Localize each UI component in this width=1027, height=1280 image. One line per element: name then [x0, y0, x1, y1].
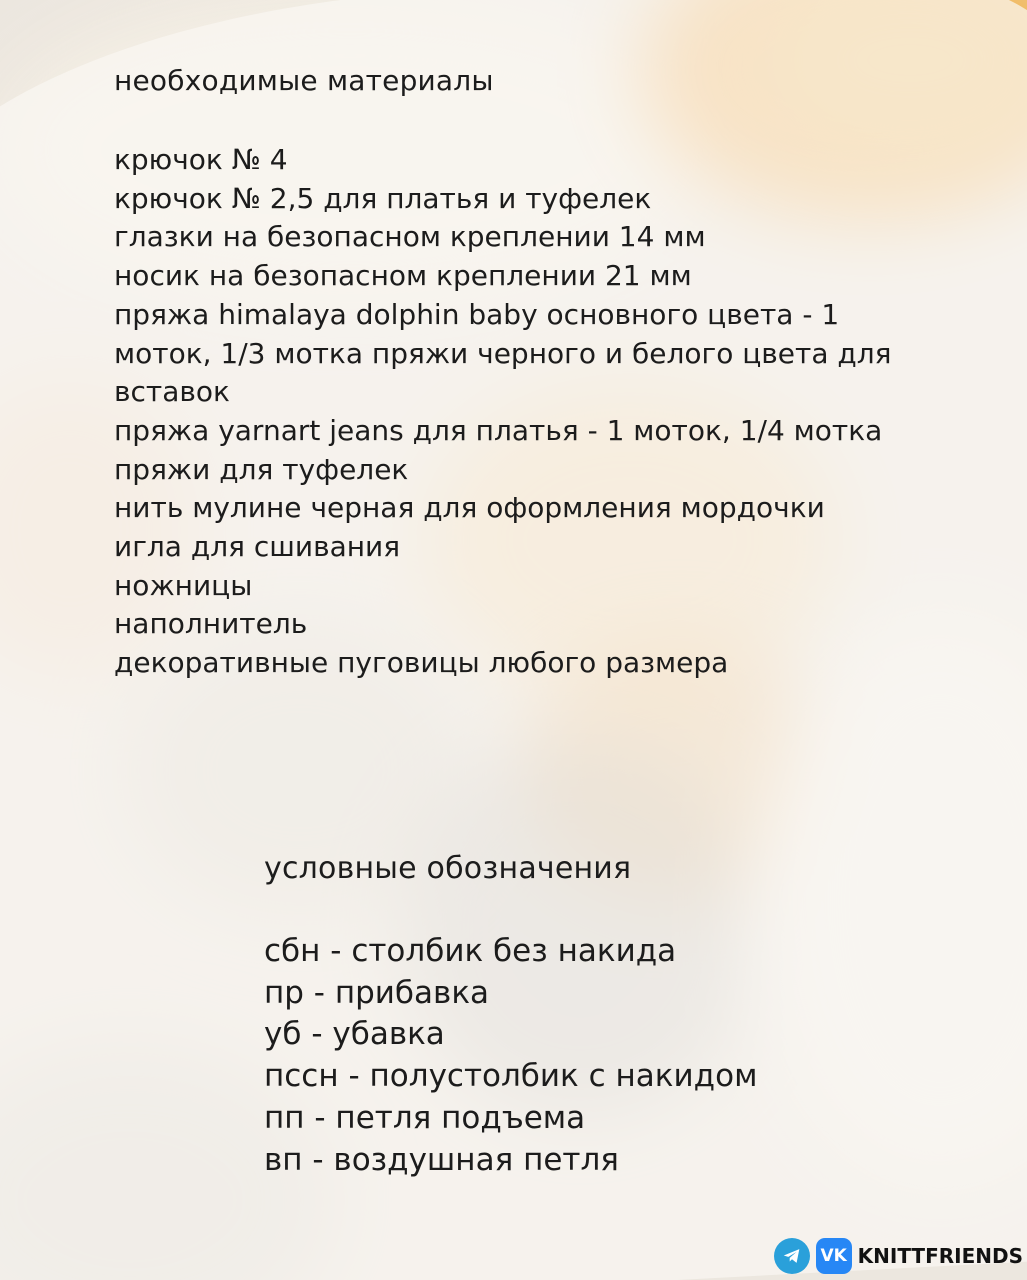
- list-item: пряжа himalaya dolphin baby основного цвета - 1 моток, 1/3 мотка пряжи черного и белого цвета для вставок: [114, 297, 892, 409]
- symbols-list: [264, 931, 757, 1181]
- materials-list: [114, 141, 944, 683]
- list-item: пряжа yarnart jeans для платья - 1 моток, 1/4 мотка пряжи для туфелек: [114, 413, 883, 486]
- list-item: крючок № 4: [114, 143, 288, 176]
- list-item: нить мулине черная для оформления мордочки: [114, 491, 825, 525]
- telegram-icon[interactable]: [774, 1238, 810, 1274]
- social-footer: [774, 1238, 1023, 1274]
- symbols-title: условные обозначения: [264, 851, 632, 886]
- list-item: сбн - столбик без накида: [264, 933, 677, 969]
- list-item: пр - прибавка: [264, 974, 490, 1011]
- list-item: ножницы: [114, 568, 253, 602]
- brand-label: KNITTFRIENDS: [857, 1244, 1023, 1268]
- materials-title: необходимые материалы: [114, 64, 494, 97]
- list-item: глазки на безопасном креплении 14 мм: [114, 220, 706, 254]
- list-item: уб - убавка: [264, 1016, 445, 1053]
- list-item: декоративные пуговицы любого размера: [114, 646, 729, 680]
- vk-icon[interactable]: VK: [816, 1238, 852, 1274]
- list-item: пп - петля подъема: [264, 1099, 586, 1136]
- list-item: наполнитель: [114, 607, 308, 641]
- list-item: пссн - полустолбик с накидом: [264, 1058, 758, 1095]
- list-item: носик на безопасном креплении 21 мм: [114, 259, 692, 293]
- list-item: вп - воздушная петля: [264, 1141, 619, 1178]
- list-item: крючок № 2,5 для платья и туфелек: [114, 181, 652, 215]
- list-item: игла для сшивания: [114, 530, 401, 564]
